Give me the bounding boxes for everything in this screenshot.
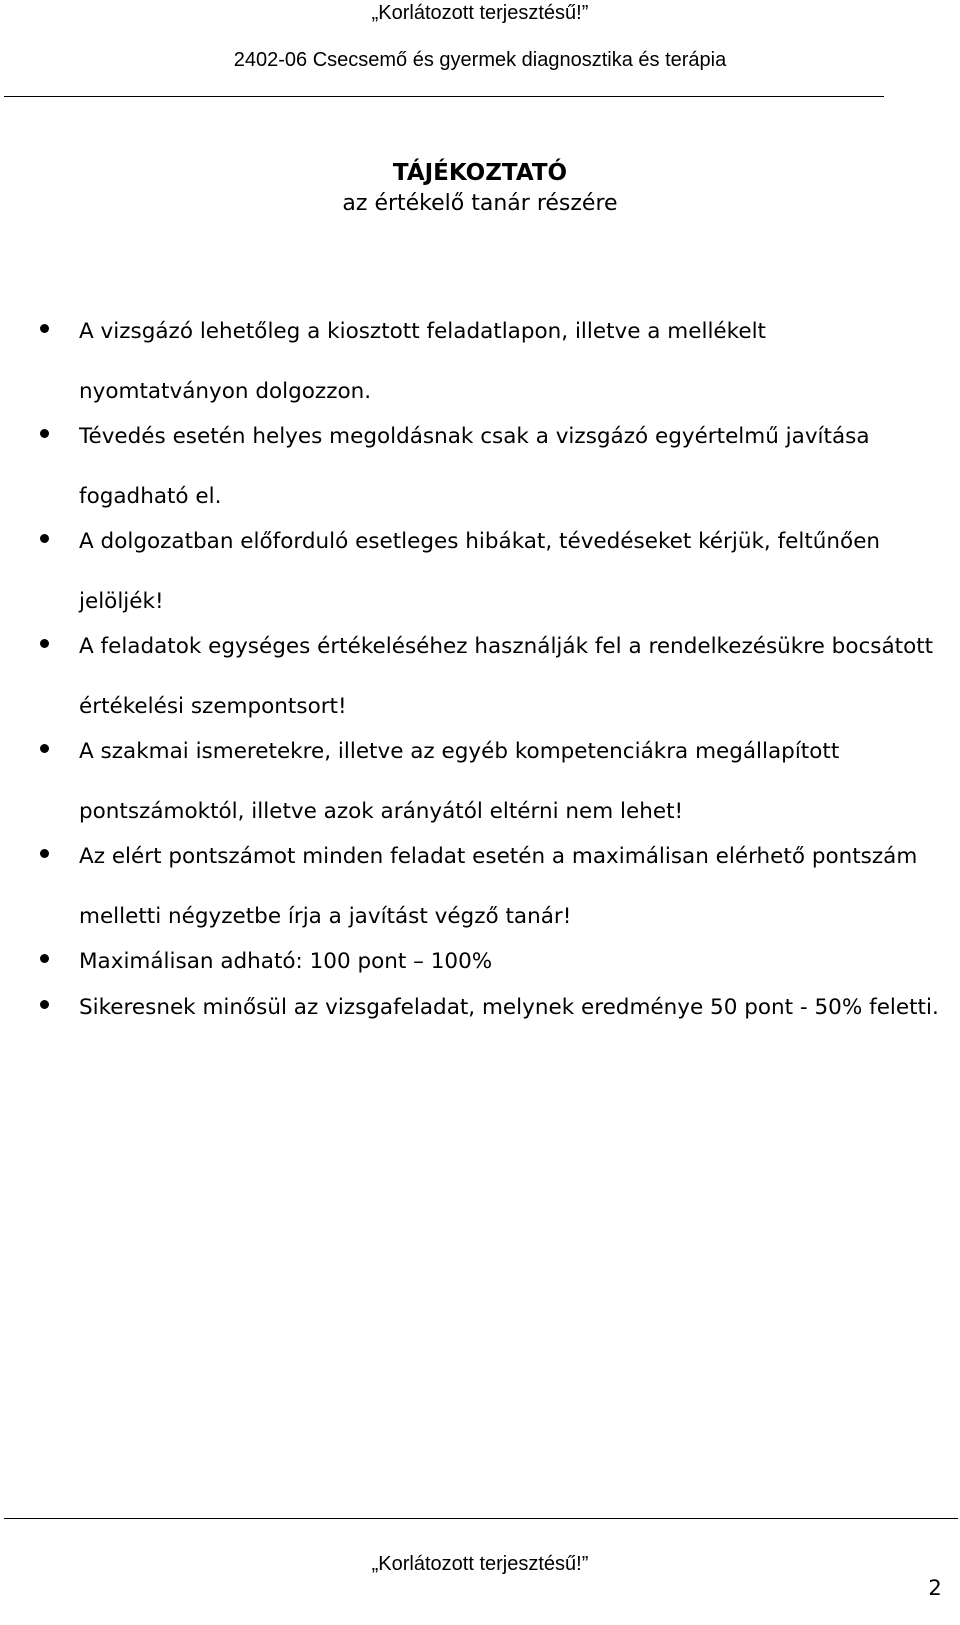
list-item xyxy=(0,302,960,421)
list-item xyxy=(0,827,960,946)
header-restriction-notice: „Korlátozott terjesztésű!” xyxy=(371,2,589,24)
footer-divider xyxy=(4,1518,958,1519)
bullet-icon xyxy=(40,954,49,963)
list-item-text: Az elért pontszámot minden feladat esetén a maximálisan elérhető pontszám melletti négyzetbe írja a javítást végző tanár! xyxy=(79,844,918,929)
list-item xyxy=(0,722,960,841)
document-subtitle: az értékelő tanár részére xyxy=(342,191,618,216)
list-item-text: A feladatok egységes értékeléséhez használják fel a rendelkezésükre bocsátott értékelési szempontsort! xyxy=(79,634,934,719)
list-item-text: Maximálisan adható: 100 pont – 100% xyxy=(79,949,493,974)
list-item xyxy=(0,407,960,526)
bullet-icon xyxy=(40,744,49,753)
bullet-icon xyxy=(40,429,49,438)
bullet-icon xyxy=(40,849,49,858)
bullet-icon xyxy=(40,639,49,648)
instruction-list xyxy=(0,302,960,1037)
bullet-icon xyxy=(40,324,49,333)
list-item-text: Tévedés esetén helyes megoldásnak csak a vizsgázó egyértelmű javítása fogadható el. xyxy=(79,424,870,509)
list-item xyxy=(0,617,960,736)
bullet-icon xyxy=(40,1000,49,1009)
header-divider xyxy=(4,96,884,97)
list-item-text: A vizsgázó lehetőleg a kiosztott feladatlapon, illetve a mellékelt nyomtatványon dolgozzon. xyxy=(79,319,766,404)
list-item xyxy=(0,978,960,1038)
page-number: 2 xyxy=(928,1576,942,1600)
document-title: TÁJÉKOZTATÓ xyxy=(392,160,568,186)
list-item-text: A szakmai ismeretekre, illetve az egyéb kompetenciákra megállapított pontszámoktól, illetve azok arányától eltérni nem lehet! xyxy=(79,739,840,824)
list-item xyxy=(0,512,960,631)
bullet-icon xyxy=(40,534,49,543)
header-course-title: 2402-06 Csecsemő és gyermek diagnosztika és terápia xyxy=(233,49,727,71)
list-item-text: A dolgozatban előforduló esetleges hibákat, tévedéseket kérjük, feltűnően jelöljék! xyxy=(79,529,881,614)
footer-restriction-notice: „Korlátozott terjesztésű!” xyxy=(371,1553,589,1575)
list-item-text: Sikeresnek minősül az vizsgafeladat, melynek eredménye 50 pont - 50% feletti. xyxy=(79,994,939,1020)
